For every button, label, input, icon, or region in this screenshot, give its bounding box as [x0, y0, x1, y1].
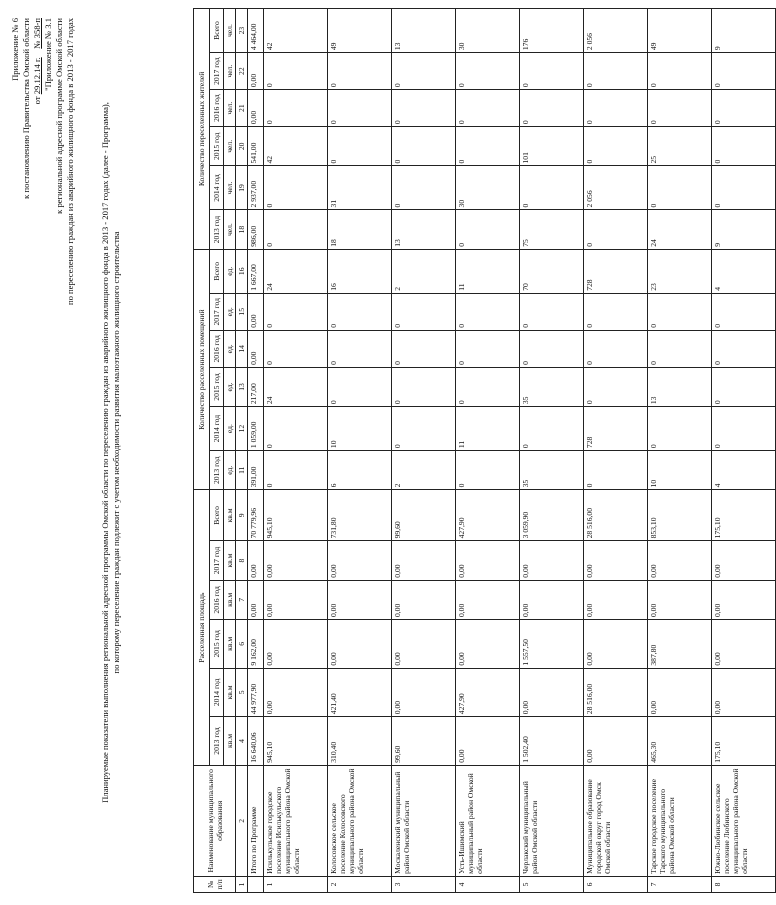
people-value-cell: 13 [392, 210, 456, 249]
appendix-header [10, 18, 76, 305]
people-value-cell: 0 [328, 53, 392, 90]
header-line-5: к региональной адресной программе Омской области [54, 18, 64, 214]
people-value-cell: 541,00 [248, 127, 264, 166]
rooms-value-cell: 0 [456, 330, 520, 367]
unit-header-area-4: кв.м [224, 541, 236, 580]
rooms-value-cell: 10 [648, 451, 712, 490]
people-value-cell: 0 [264, 53, 328, 90]
unit-header-area-2: кв.м [224, 620, 236, 669]
area-value-cell: 1 502,40 [520, 717, 584, 766]
rooms-value-cell: 0 [456, 293, 520, 330]
rooms-value-cell: 0 [584, 293, 648, 330]
table-row [264, 9, 328, 893]
column-number-cell: 6 [236, 620, 248, 669]
header-decree-number: № 358-п [32, 18, 42, 49]
year-header-rooms-1: 2014 год [210, 407, 224, 451]
people-value-cell: 42 [264, 9, 328, 53]
rooms-value-cell: 2 [392, 451, 456, 490]
people-value-cell: 4 464,00 [248, 9, 264, 53]
area-value-cell: 0,00 [712, 541, 776, 580]
rooms-value-cell: 0 [648, 293, 712, 330]
people-value-cell: 42 [264, 127, 328, 166]
people-value-cell: 30 [456, 166, 520, 210]
rooms-value-cell: 1 059,00 [248, 407, 264, 451]
rooms-value-cell: 391,00 [248, 451, 264, 490]
people-value-cell: 0 [520, 166, 584, 210]
area-value-cell: 9 162,00 [248, 620, 264, 669]
people-value-cell: 986,00 [248, 210, 264, 249]
column-number-cell: 20 [236, 127, 248, 166]
rooms-value-cell: 23 [648, 249, 712, 293]
people-value-cell: 18 [328, 210, 392, 249]
rooms-value-cell: 0,00 [248, 293, 264, 330]
municipality-name-cell: Усть-Ишимский муниципальный район Омской области [456, 765, 520, 876]
municipality-name-cell: Исилькульское городское поселение Исилькульского муниципального района Омской области [264, 765, 328, 876]
area-value-cell: 0,00 [520, 668, 584, 717]
rooms-value-cell: 35 [520, 367, 584, 406]
col-name-header: Наименование муниципального образования [194, 765, 236, 876]
people-value-cell: 25 [648, 127, 712, 166]
municipality-name-cell: Итого по Программе [248, 765, 264, 876]
people-value-cell: 0 [328, 90, 392, 127]
municipality-name-cell: Тарское городское поселение Тарского муниципального района Омской области [648, 765, 712, 876]
column-number-cell: 12 [236, 407, 248, 451]
people-value-cell: 0 [712, 90, 776, 127]
area-value-cell: 427,90 [456, 668, 520, 717]
people-value-cell: 0 [264, 166, 328, 210]
year-header-rooms-3: 2016 год [210, 330, 224, 367]
unit-header-rooms-2: ед. [224, 367, 236, 406]
area-value-cell: 0,00 [248, 541, 264, 580]
row-number-cell: 3 [392, 876, 456, 892]
unit-header-people-0: чел. [224, 210, 236, 249]
document-title [100, 0, 122, 905]
header-line-3 [32, 18, 43, 305]
area-value-cell: 0,00 [264, 620, 328, 669]
unit-header-people-4: чел. [224, 53, 236, 90]
year-header-area-4: 2017 год [210, 541, 224, 580]
area-value-cell: 1 557,50 [520, 620, 584, 669]
rooms-value-cell: 0 [264, 451, 328, 490]
people-value-cell: 0 [456, 127, 520, 166]
rooms-value-cell: 0 [456, 451, 520, 490]
area-value-cell: 16 640,06 [248, 717, 264, 766]
area-value-cell: 175,10 [712, 490, 776, 541]
rooms-value-cell: 1 667,00 [248, 249, 264, 293]
area-value-cell: 0,00 [520, 541, 584, 580]
rooms-value-cell: 0 [520, 330, 584, 367]
year-header-people-2: 2015 год [210, 127, 224, 166]
rooms-value-cell: 0 [712, 293, 776, 330]
people-value-cell: 0 [456, 53, 520, 90]
rooms-value-cell: 4 [712, 249, 776, 293]
people-value-cell: 49 [328, 9, 392, 53]
people-value-cell: 0 [712, 127, 776, 166]
row-number-cell: 8 [712, 876, 776, 892]
column-number-cell: 7 [236, 580, 248, 619]
people-value-cell: 0 [520, 90, 584, 127]
area-value-cell: 0,00 [392, 580, 456, 619]
table-row [712, 9, 776, 893]
rooms-value-cell: 0 [264, 407, 328, 451]
column-number-cell: 1 [236, 876, 248, 892]
area-value-cell: 0,00 [520, 580, 584, 619]
rooms-value-cell: 0 [648, 407, 712, 451]
area-value-cell: 0,00 [264, 580, 328, 619]
area-value-cell: 0,00 [648, 668, 712, 717]
column-number-cell: 23 [236, 9, 248, 53]
column-number-cell: 9 [236, 490, 248, 541]
rooms-value-cell: 4 [712, 451, 776, 490]
municipality-name-cell: Муниципальное образование городской округ город Омск Омской области [584, 765, 648, 876]
area-value-cell: 44 977,90 [248, 668, 264, 717]
rooms-value-cell: 2 [392, 249, 456, 293]
municipality-name-cell: Южно-Любинское сельское поселение Любинского муниципального района Омской области [712, 765, 776, 876]
column-number-cell: 4 [236, 717, 248, 766]
year-header-area-5: Всего [210, 490, 224, 541]
people-value-cell: 2 937,00 [248, 166, 264, 210]
area-value-cell: 0,00 [264, 541, 328, 580]
area-value-cell: 0,00 [392, 668, 456, 717]
area-value-cell: 99,60 [392, 490, 456, 541]
row-number-cell: 6 [584, 876, 648, 892]
header-date: 29.12.14 г. [32, 57, 42, 95]
rooms-value-cell: 0 [712, 367, 776, 406]
rooms-value-cell: 0 [264, 293, 328, 330]
year-header-people-3: 2016 год [210, 90, 224, 127]
rooms-value-cell: 0 [520, 293, 584, 330]
area-value-cell: 0,00 [712, 580, 776, 619]
table-row [648, 9, 712, 893]
row-number-cell: 4 [456, 876, 520, 892]
people-value-cell: 0 [648, 53, 712, 90]
rooms-value-cell: 728 [584, 407, 648, 451]
title-line-1: Планируемые показатели выполнения региональной адресной программы Омской области по переселению граждан из аварийного жилищного фонда в 2013 - 2017 годах (далее - Программа), [100, 102, 110, 803]
people-value-cell: 0 [584, 90, 648, 127]
people-value-cell: 2 056 [584, 9, 648, 53]
municipality-name-cell: Черлакский муниципальный район Омской области [520, 765, 584, 876]
area-value-cell: 0,00 [392, 620, 456, 669]
people-value-cell: 9 [712, 210, 776, 249]
people-value-cell: 0 [264, 90, 328, 127]
people-value-cell: 0 [392, 127, 456, 166]
people-value-cell: 0 [648, 90, 712, 127]
area-value-cell: 0,00 [456, 620, 520, 669]
area-value-cell: 465,30 [648, 717, 712, 766]
area-value-cell: 731,80 [328, 490, 392, 541]
unit-header-rooms-3: ед. [224, 330, 236, 367]
area-value-cell: 853,10 [648, 490, 712, 541]
rooms-value-cell: 0 [584, 330, 648, 367]
rooms-value-cell: 70 [520, 249, 584, 293]
year-header-people-5: Всего [210, 9, 224, 53]
rooms-value-cell: 0 [648, 330, 712, 367]
table-row [584, 9, 648, 893]
area-value-cell: 0,00 [584, 541, 648, 580]
year-header-area-0: 2013 год [210, 717, 224, 766]
area-value-cell: 387,80 [648, 620, 712, 669]
rooms-value-cell: 0 [584, 451, 648, 490]
people-value-cell: 0 [520, 53, 584, 90]
year-header-area-2: 2015 год [210, 620, 224, 669]
table-row [520, 9, 584, 893]
rooms-value-cell: 16 [328, 249, 392, 293]
people-value-cell: 176 [520, 9, 584, 53]
people-value-cell: 0 [648, 166, 712, 210]
rooms-value-cell: 0 [392, 330, 456, 367]
year-header-rooms-4: 2017 год [210, 293, 224, 330]
header-date-prefix: от [32, 96, 42, 105]
unit-header-rooms-4: ед. [224, 293, 236, 330]
municipality-name-cell: Колосовское сельское поселение Колосовского муниципального района Омской области [328, 765, 392, 876]
column-number-cell: 19 [236, 166, 248, 210]
rooms-value-cell: 217,00 [248, 367, 264, 406]
people-value-cell: 0,00 [248, 90, 264, 127]
unit-header-rooms-5: ед. [224, 249, 236, 293]
column-number-cell: 21 [236, 90, 248, 127]
people-value-cell: 0 [584, 210, 648, 249]
title-line-2: по которому переселение граждан подлежит с учетом необходимости развития малоэтажного жилищного строительства [111, 231, 121, 674]
unit-header-rooms-1: ед. [224, 407, 236, 451]
people-value-cell: 9 [712, 9, 776, 53]
rooms-value-cell: 0 [392, 407, 456, 451]
area-value-cell: 70 779,96 [248, 490, 264, 541]
area-value-cell: 0,00 [328, 541, 392, 580]
area-value-cell: 0,00 [248, 580, 264, 619]
rooms-value-cell: 0 [392, 293, 456, 330]
year-header-area-1: 2014 год [210, 668, 224, 717]
table-row [456, 9, 520, 893]
people-value-cell: 0 [392, 166, 456, 210]
area-value-cell: 0,00 [648, 580, 712, 619]
people-value-cell: 0 [264, 210, 328, 249]
unit-header-people-1: чел. [224, 166, 236, 210]
indicators-table [193, 8, 776, 893]
column-number-cell: 22 [236, 53, 248, 90]
area-value-cell: 0,00 [456, 580, 520, 619]
people-value-cell: 49 [648, 9, 712, 53]
unit-header-people-3: чел. [224, 90, 236, 127]
people-value-cell: 0,00 [248, 53, 264, 90]
rooms-value-cell: 728 [584, 249, 648, 293]
year-header-rooms-2: 2015 год [210, 367, 224, 406]
area-value-cell: 28 516,00 [584, 668, 648, 717]
area-value-cell: 0,00 [328, 620, 392, 669]
area-value-cell: 427,90 [456, 490, 520, 541]
column-number-cell: 8 [236, 541, 248, 580]
area-value-cell: 0,00 [584, 620, 648, 669]
rooms-value-cell: 24 [264, 249, 328, 293]
total-row [248, 9, 264, 893]
table-row [392, 9, 456, 893]
rooms-value-cell: 10 [328, 407, 392, 451]
people-value-cell: 101 [520, 127, 584, 166]
rooms-value-cell: 11 [456, 407, 520, 451]
rooms-value-cell: 0 [456, 367, 520, 406]
rooms-value-cell: 35 [520, 451, 584, 490]
rooms-value-cell: 0 [264, 330, 328, 367]
column-number-cell: 16 [236, 249, 248, 293]
people-value-cell: 0 [712, 53, 776, 90]
column-number-cell: 15 [236, 293, 248, 330]
year-header-people-0: 2013 год [210, 210, 224, 249]
year-header-rooms-0: 2013 год [210, 451, 224, 490]
group-rooms-header: Количество расселенных помещений [194, 249, 210, 490]
people-value-cell: 0 [456, 210, 520, 249]
rooms-value-cell: 13 [648, 367, 712, 406]
people-value-cell: 0 [392, 53, 456, 90]
row-number-cell: 5 [520, 876, 584, 892]
rooms-value-cell: 0 [328, 293, 392, 330]
unit-header-rooms-0: ед. [224, 451, 236, 490]
row-number-cell: 2 [328, 876, 392, 892]
column-number-cell: 18 [236, 210, 248, 249]
group-area-header: Расселенная площадь [194, 490, 210, 765]
rooms-value-cell: 0 [712, 330, 776, 367]
row-number-cell [248, 876, 264, 892]
area-value-cell: 0,00 [584, 580, 648, 619]
rooms-value-cell: 0 [328, 330, 392, 367]
unit-header-people-5: чел. [224, 9, 236, 53]
year-header-people-4: 2017 год [210, 53, 224, 90]
municipality-name-cell: Москаленский муниципальный район Омской области [392, 765, 456, 876]
people-value-cell: 75 [520, 210, 584, 249]
unit-header-area-0: кв.м [224, 717, 236, 766]
people-value-cell: 31 [328, 166, 392, 210]
year-header-rooms-5: Всего [210, 249, 224, 293]
row-number-cell: 1 [264, 876, 328, 892]
area-value-cell: 0,00 [712, 620, 776, 669]
people-value-cell: 30 [456, 9, 520, 53]
rooms-value-cell: 0 [392, 367, 456, 406]
rooms-value-cell: 0,00 [248, 330, 264, 367]
area-value-cell: 28 516,00 [584, 490, 648, 541]
column-number-cell: 13 [236, 367, 248, 406]
unit-header-area-5: кв.м [224, 490, 236, 541]
unit-header-people-2: чел. [224, 127, 236, 166]
rooms-value-cell: 24 [264, 367, 328, 406]
people-value-cell: 0 [712, 166, 776, 210]
unit-header-area-3: кв.м [224, 580, 236, 619]
area-value-cell: 0,00 [584, 717, 648, 766]
area-value-cell: 3 059,90 [520, 490, 584, 541]
column-number-cell: 5 [236, 668, 248, 717]
rooms-value-cell: 6 [328, 451, 392, 490]
rooms-value-cell: 0 [328, 367, 392, 406]
area-value-cell: 310,40 [328, 717, 392, 766]
area-value-cell: 0,00 [648, 541, 712, 580]
group-people-header: Количество переселенных жителей [194, 9, 210, 250]
rooms-value-cell: 0 [712, 407, 776, 451]
area-value-cell: 0,00 [712, 668, 776, 717]
area-value-cell: 175,10 [712, 717, 776, 766]
column-number-cell: 11 [236, 451, 248, 490]
row-number-cell: 7 [648, 876, 712, 892]
column-number-cell: 14 [236, 330, 248, 367]
year-header-people-1: 2014 год [210, 166, 224, 210]
area-value-cell: 0,00 [392, 541, 456, 580]
people-value-cell: 2 056 [584, 166, 648, 210]
area-value-cell: 0,00 [328, 580, 392, 619]
header-line-4: "Приложение № 3.1 [43, 18, 53, 91]
area-value-cell: 0,00 [264, 668, 328, 717]
rooms-value-cell: 11 [456, 249, 520, 293]
area-value-cell: 421,40 [328, 668, 392, 717]
people-value-cell: 0 [392, 90, 456, 127]
people-value-cell: 0 [328, 127, 392, 166]
people-value-cell: 24 [648, 210, 712, 249]
year-header-area-3: 2016 год [210, 580, 224, 619]
column-number-cell: 2 [236, 765, 248, 876]
header-line-2: к постановлению Правительства Омской области [21, 18, 31, 199]
people-value-cell: 13 [392, 9, 456, 53]
people-value-cell: 0 [456, 90, 520, 127]
header-line-6: по переселению граждан из аварийного жилищного фонда в 2013 - 2017 годах [65, 18, 75, 305]
area-value-cell: 945,10 [264, 717, 328, 766]
header-line-1: Приложение № 6 [10, 18, 20, 81]
rooms-value-cell: 0 [520, 407, 584, 451]
table-row [328, 9, 392, 893]
rooms-value-cell: 0 [584, 367, 648, 406]
area-value-cell: 945,10 [264, 490, 328, 541]
col-no-header: № п/п [194, 876, 236, 892]
area-value-cell: 0,00 [456, 717, 520, 766]
people-value-cell: 0 [584, 127, 648, 166]
area-value-cell: 99,60 [392, 717, 456, 766]
unit-header-area-1: кв.м [224, 668, 236, 717]
people-value-cell: 0 [584, 53, 648, 90]
area-value-cell: 0,00 [456, 541, 520, 580]
